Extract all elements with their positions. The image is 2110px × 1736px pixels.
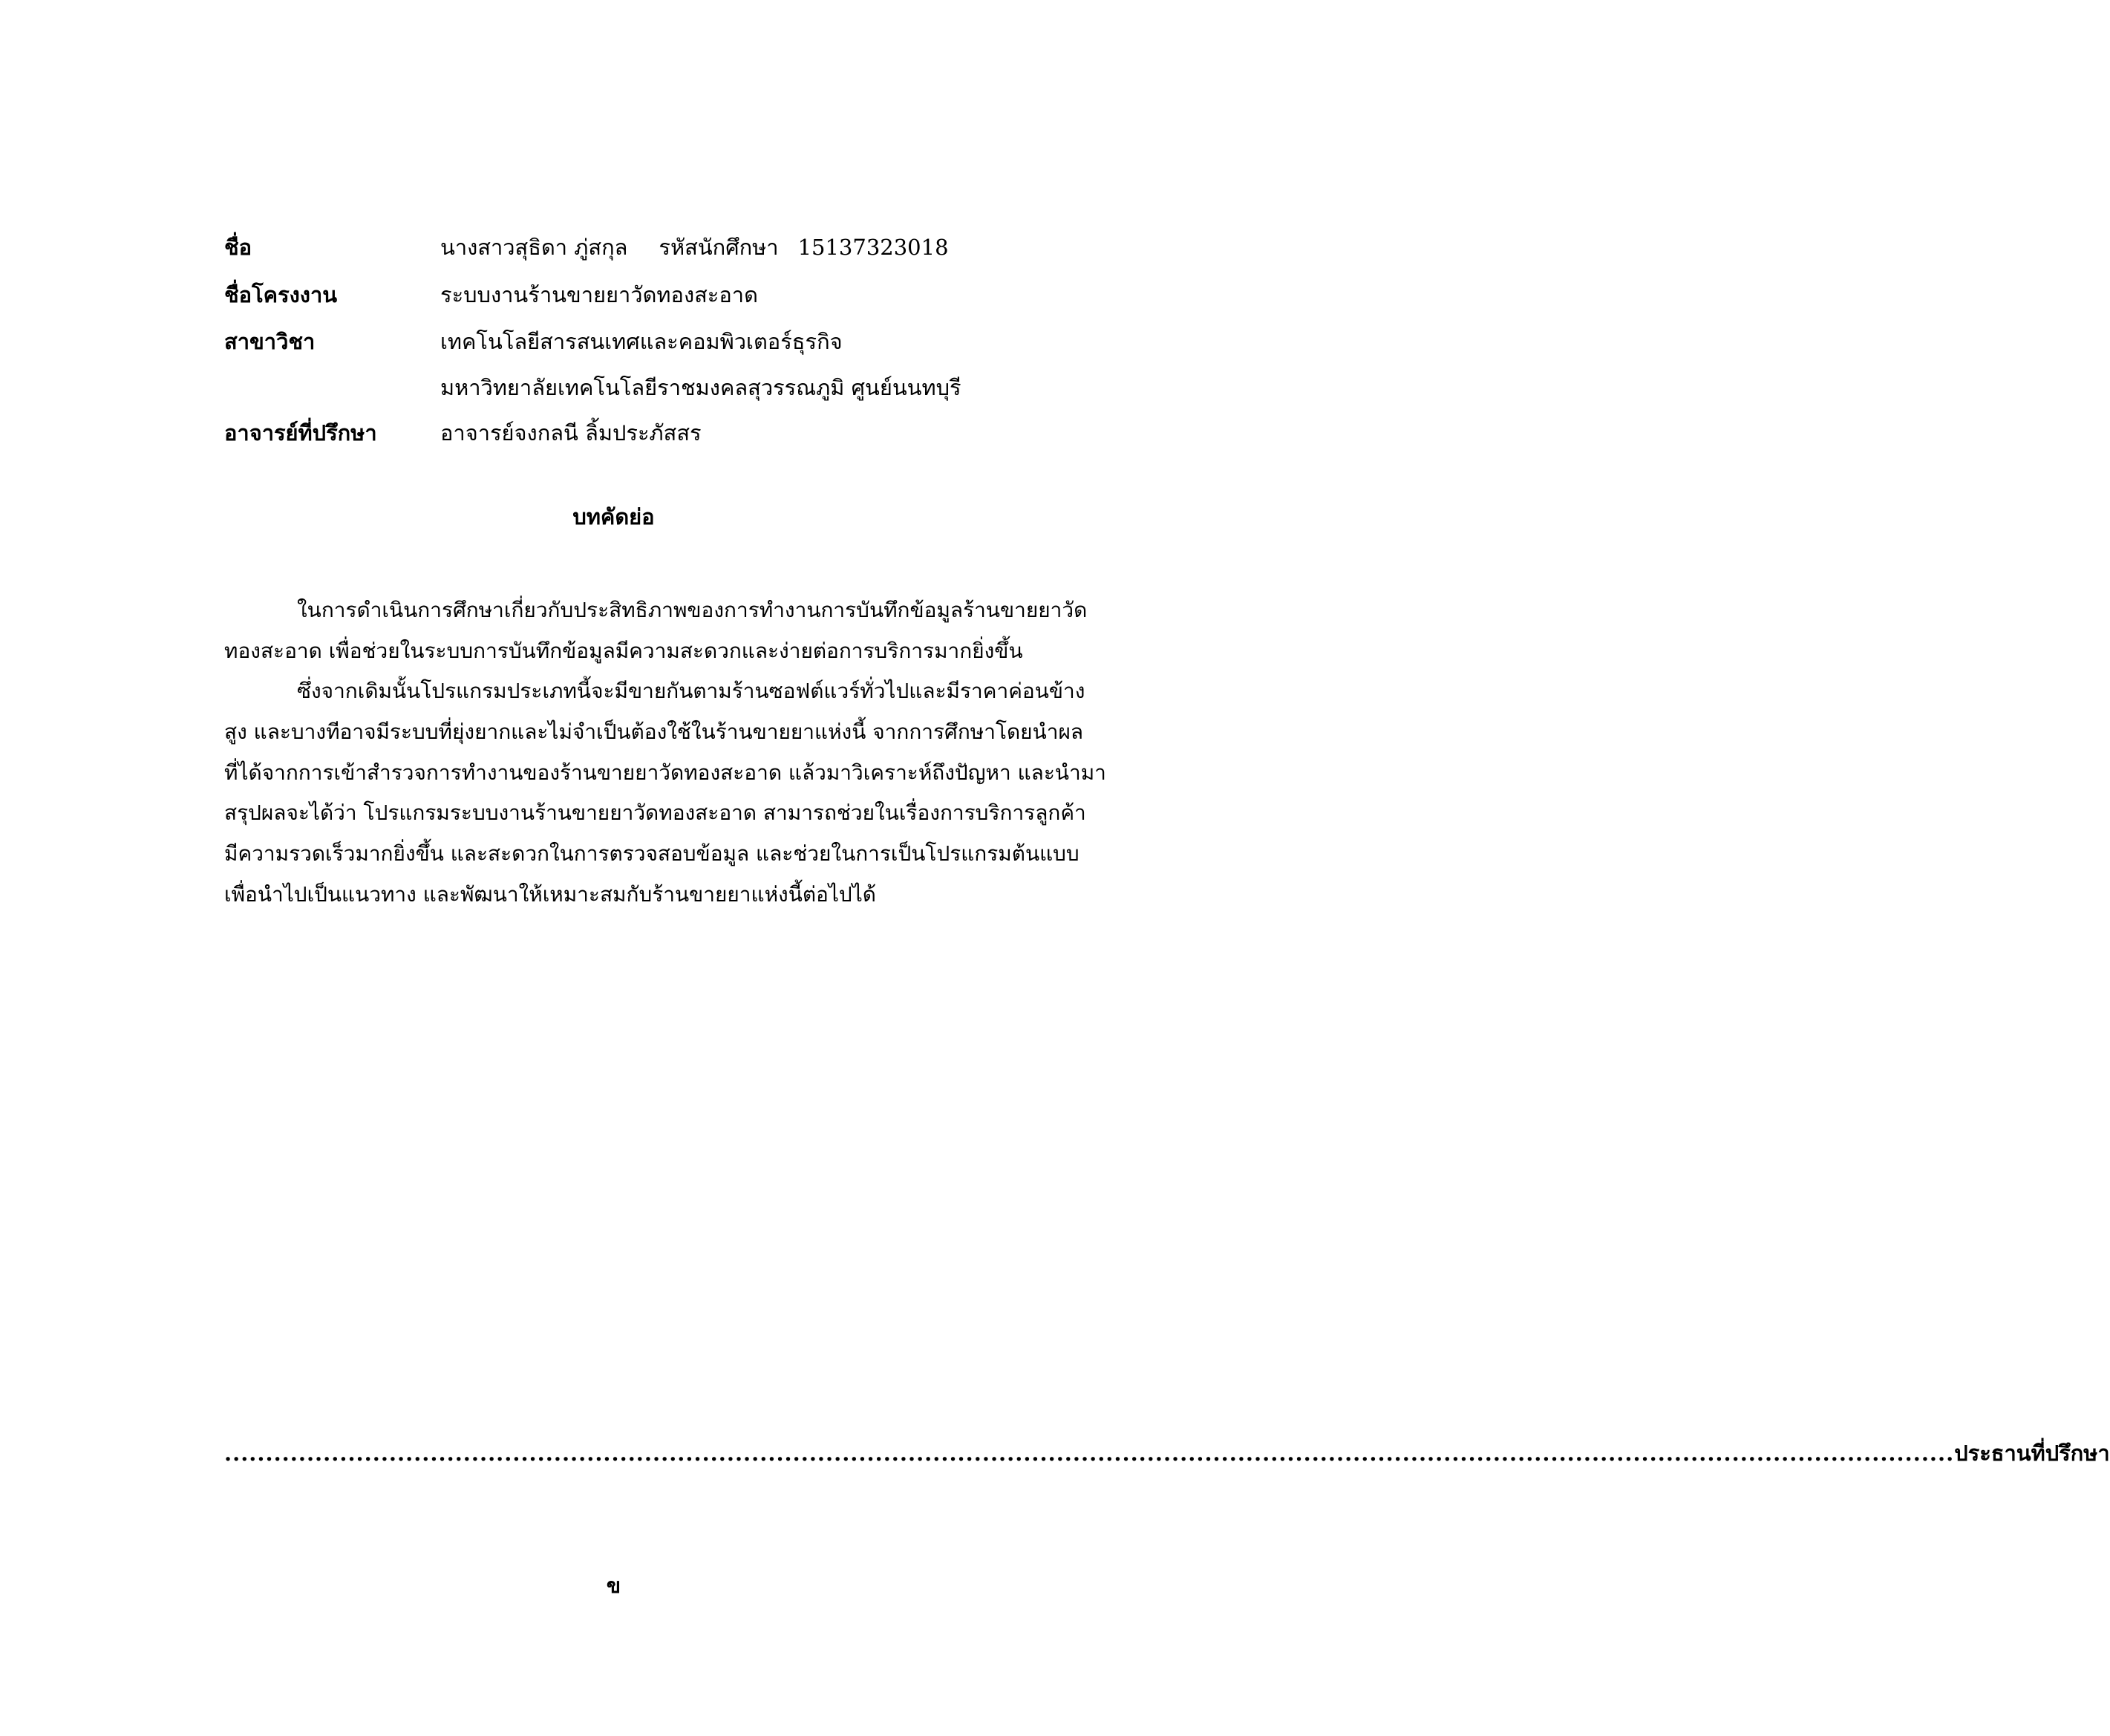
abstract-line: มีความรวดเร็วมากยิ่งขึ้น และสะดวกในการตรวจสอบข้อมูล และช่วยในการเป็นโปรแกรมต้นแบบ	[224, 841, 1080, 867]
abstract-title: บทคัดย่อ	[572, 504, 655, 529]
signature-dots: ..................................................................................................................................................................................................................	[224, 1440, 1955, 1466]
major-label: สาขาวิชา	[224, 329, 316, 354]
signature-line	[224, 1438, 2110, 1468]
advisor-label: อาจารย์ที่ปรึกษา	[224, 420, 377, 446]
abstract-line: สรุปผลจะได้ว่า โปรแกรมระบบงานร้านขายยาวัดทองสะอาด สามารถช่วยในเรื่องการบริการลูกค้า	[224, 800, 1086, 826]
page-number: ข	[606, 1573, 621, 1598]
abstract-line: ซึ่งจากเดิมนั้นโปรแกรมประเภทนี้จะมีขายกันตามร้านซอฟต์แวร์ทั่วไปและมีราคาค่อนข้าง	[297, 679, 1085, 704]
student-id-value: 15137323018	[797, 235, 949, 260]
abstract-line: ทองสะอาด เพื่อช่วยในระบบการบันทึกข้อมูลมีความสะดวกและง่ายต่อการบริการมากยิ่งขึ้น	[224, 638, 1023, 663]
name-value-group	[440, 232, 949, 262]
abstract-line: เพื่อนำไปเป็นแนวทาง และพัฒนาให้เหมาะสมกับร้านขายยาแห่งนี้ต่อไปได้	[224, 881, 876, 907]
advisor-value: อาจารย์จงกลนี ลิ้มประภัสสร	[440, 420, 702, 446]
abstract-line: ในการดำเนินการศึกษาเกี่ยวกับประสิทธิภาพของการทำงานการบันทึกข้อมูลร้านขายยาวัด	[297, 598, 1088, 622]
abstract-line: ที่ได้จากการเข้าสำรวจการทำงานของร้านขายยาวัดทองสะอาด แล้วมาวิเคราะห์ถึงปัญหา และนำมา	[224, 760, 1106, 785]
university-value: มหาวิทยาลัยเทคโนโลยีราชมงคลสุวรรณภูมิ ศูนย์นนทบุรี	[440, 375, 961, 400]
abstract-body	[224, 590, 1106, 916]
major-value: เทคโนโลยีสารสนเทศและคอมพิวเตอร์ธุรกิจ	[440, 329, 843, 354]
name-label: ชื่อ	[224, 235, 252, 260]
project-value: ระบบงานร้านขายยาวัดทองสะอาด	[440, 282, 758, 307]
project-label: ชื่อโครงงาน	[224, 282, 338, 307]
student-id-label: รหัสนักศึกษา	[659, 235, 779, 260]
name-value: นางสาวสุธิดา ภู่สกุล	[440, 235, 628, 260]
abstract-line: สูง และบางทีอาจมีระบบที่ยุ่งยากและไม่จำเป็นต้องใช้ในร้านขายยาแห่งนี้ จากการศึกษาโดยนำผล	[224, 719, 1084, 745]
signature-label: ประธานที่ปรึกษา	[1954, 1440, 2110, 1466]
